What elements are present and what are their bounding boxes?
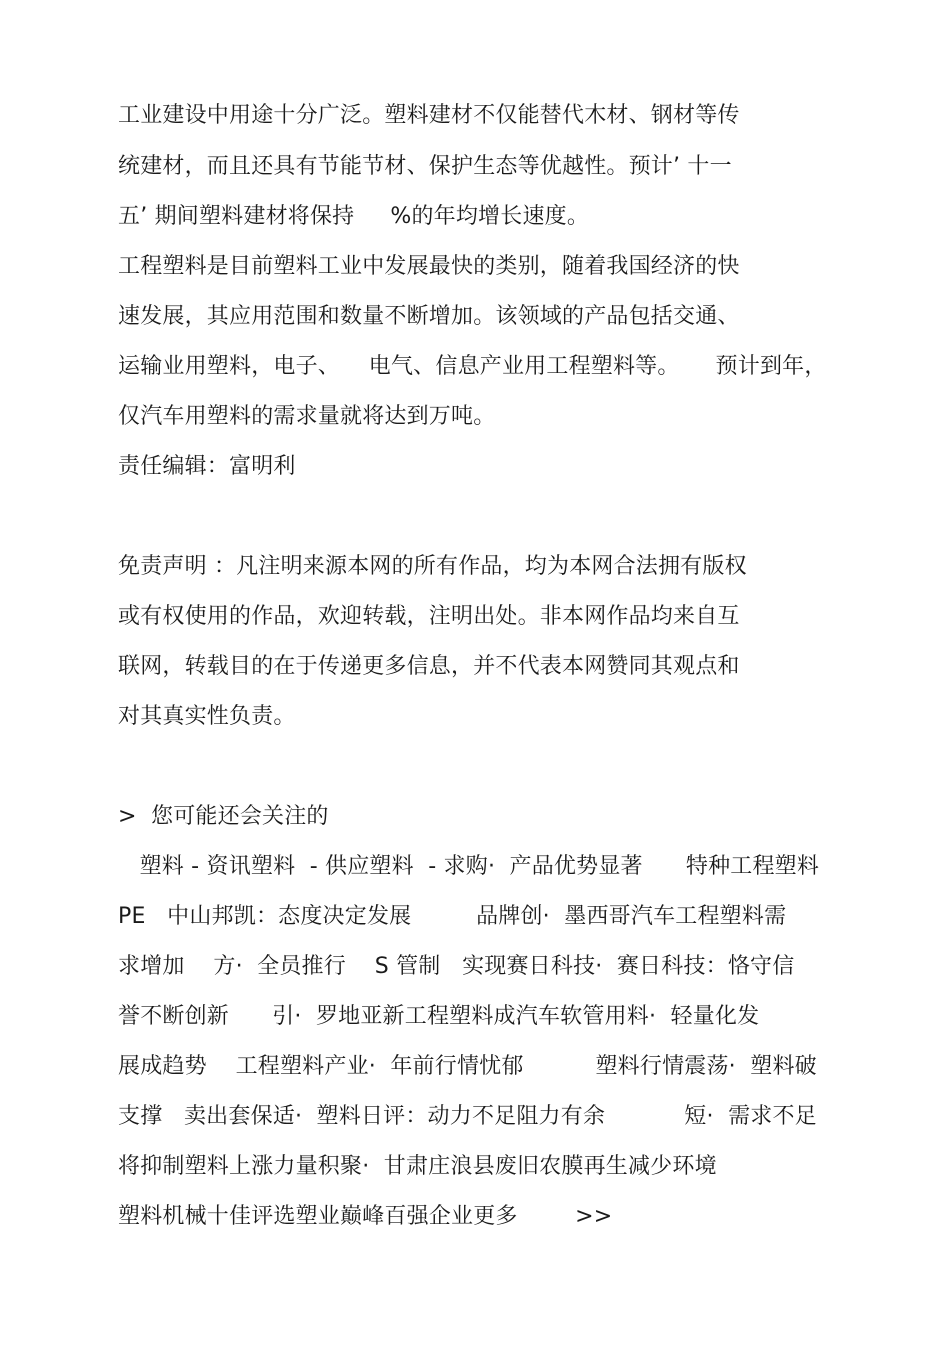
related-links-line[interactable]: PE 中山邦凯：态度决定发展 品牌创· 墨西哥汽车工程塑料需 [118,904,787,929]
editor-credit: 责任编辑：富明利 [118,454,296,479]
related-links-line[interactable]: 展成趋势 工程塑料产业· 年前行情忧郁 塑料行情震荡· 塑料破 [118,1054,817,1079]
article-line: 仅汽车用塑料的需求量就将达到万吨。 [118,404,496,429]
article-line: 速发展，其应用范围和数量不断增加。该领域的产品包括交通、 [118,304,740,329]
article-line: 五’ 期间塑料建材将保持 %的年均增长速度。 [118,204,590,229]
article-line: 工程塑料是目前塑料工业中发展最快的类别，随着我国经济的快 [118,254,740,279]
disclaimer-line: 对其真实性负责。 [118,704,296,729]
disclaimer-line: 或有权使用的作品，欢迎转载，注明出处。非本网作品均来自互 [118,604,740,629]
related-links-line[interactable]: 塑料机械十佳评选塑业巅峰百强企业更多 >> [118,1204,613,1229]
related-links-line[interactable]: 求增加 方· 全员推行 S 管制 实现赛日科技· 赛日科技：恪守信 [118,954,795,979]
disclaimer-line: 免责声明 ：凡注明来源本网的所有作品，均为本网合法拥有版权 [118,554,747,579]
article-line: 运输业用塑料，电子、 电气、信息产业用工程塑料等。 预计到年， [118,354,827,379]
related-links-line[interactable]: 誉不断创新 引· 罗地亚新工程塑料成汽车软管用料· 轻量化发 [118,1004,760,1029]
related-links-line[interactable]: 支撑 卖出套保适· 塑料日评：动力不足阻力有余 短· 需求不足 [118,1104,817,1129]
article-line: 工业建设中用途十分广泛。塑料建材不仅能替代木材、钢材等传 [118,103,740,128]
related-links-line[interactable]: 塑料 - 资讯塑料 - 供应塑料 - 求购· 产品优势显著 特种工程塑料 [118,854,820,879]
article-line: 统建材，而且还具有节能节材、保护生态等优越性。预计’ 十一 [118,154,732,179]
disclaimer-line: 联网，转载目的在于传递更多信息，并不代表本网赞同其观点和 [118,654,740,679]
related-links-line[interactable]: 将抑制塑料上涨力量积聚· 甘肃庄浪县废旧农膜再生减少环境 [118,1154,717,1179]
related-heading: > 您可能还会关注的 [118,804,329,829]
